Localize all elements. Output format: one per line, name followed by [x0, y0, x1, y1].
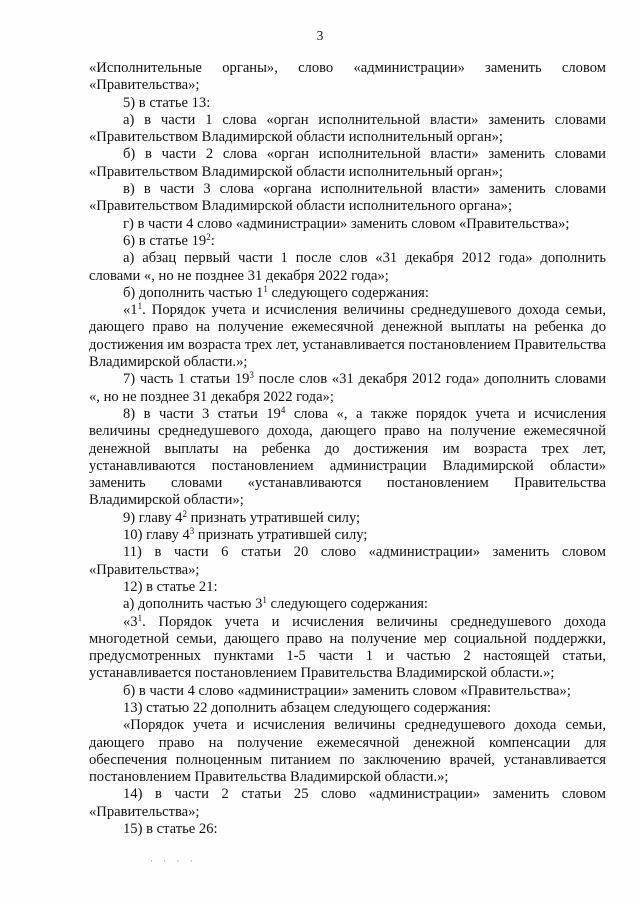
- paragraph: [89, 112, 606, 147]
- text-run: б) в части 2 слова «орган исполнительной власти» заменить словами «Правительством Владимирской области исполнительный орган»;: [89, 146, 606, 180]
- paragraph: [89, 371, 606, 406]
- superscript: 2: [182, 508, 187, 519]
- text-run: «3: [123, 613, 138, 630]
- paragraph: [89, 146, 606, 181]
- text-run: а) в части 1 слова «орган исполнительной власти» заменить словами «Правительством Владимирской области исполнительный орган»;: [89, 111, 606, 146]
- superscript: 1: [137, 612, 143, 623]
- paragraph: [89, 717, 606, 786]
- paragraph: [89, 527, 606, 544]
- paragraph: [89, 700, 606, 717]
- superscript: 1: [263, 283, 268, 294]
- text-run: 6) в статье 19: [123, 232, 207, 249]
- paragraph: [89, 821, 606, 838]
- paragraph: [89, 579, 606, 596]
- scan-specks: · · · ·: [150, 856, 197, 866]
- text-run: признать утратившей силу;: [194, 527, 368, 544]
- text-run: следующего содержания:: [266, 596, 428, 613]
- text-run: г) в части 4 слово «администрации» заменить словом «Правительства»;: [123, 215, 570, 232]
- text-run: «Порядок учета и исчисления величины среднедушевого дохода семьи, дающего право на получение ежемесячной денежной компенсации для обеспечения полноценным питанием по заключению врачей, устанавливается постановлением Правительства Владимирской области.»;: [89, 717, 606, 786]
- paragraph: [89, 510, 606, 527]
- text-run: 11) в части 6 статьи 20 слово «администрации» заменить словом «Правительства»;: [89, 544, 606, 578]
- text-run: 10) главу 4: [123, 527, 190, 544]
- page-number: 3: [316, 28, 324, 43]
- superscript: 4: [280, 404, 286, 415]
- paragraph: [89, 233, 606, 250]
- text-run: 15) в статье 26:: [123, 821, 218, 838]
- text-run: признать утратившей силу;: [186, 509, 361, 526]
- superscript: 3: [189, 526, 195, 537]
- superscript: 1: [137, 301, 143, 312]
- superscript: 1: [262, 595, 267, 606]
- text-run: 14) в части 2 статьи 25 слово «администрации» заменить словом «Правительства»;: [89, 786, 606, 820]
- paragraph: [89, 544, 606, 579]
- text-run: б) дополнить частью 1: [123, 284, 264, 301]
- text-run: следующего содержания:: [267, 284, 429, 301]
- paragraph: [89, 614, 606, 683]
- text-run: 13) статью 22 дополнить абзацем следующего содержания:: [123, 699, 492, 716]
- text-run: 9) главу 4: [123, 509, 183, 526]
- superscript: 3: [249, 370, 254, 381]
- paragraph: [89, 60, 606, 95]
- paragraph: [89, 250, 606, 285]
- text-run: слова «, а также порядок учета и исчисления величины среднедушевого дохода, дающего право на получение ежемесячной денежной выплаты на ребенка до достижения им возраста трех лет, устанавливаются постановлением администрации Владимирской области» заменить словами «устанавливаются постановлением Правительства Владимирской области»;: [89, 405, 606, 509]
- text-run: в) в части 3 слова «органа исполнительной власти» заменить словами «Правительством Владимирской области исполнительного органа»;: [89, 181, 606, 215]
- text-run: . Порядок учета и исчисления величины среднедушевого дохода семьи, дающего право на получение ежемесячной денежной выплаты на ребенка до достижения им возраста трех лет, устанавливается постановлением Правительства Владимирской области.»;: [89, 302, 606, 371]
- paragraph: [89, 683, 606, 700]
- superscript: 2: [206, 231, 211, 242]
- text-run: а) дополнить частью 3: [123, 596, 263, 613]
- paragraph: [89, 181, 606, 216]
- text-run: 7) часть 1 статьи 19: [123, 371, 250, 388]
- paragraph: [89, 95, 606, 112]
- text-run: «1: [123, 302, 138, 319]
- text-run: :: [210, 232, 215, 249]
- text-run: б) в части 4 слово «администрации» заменить словом «Правительства»;: [123, 682, 571, 699]
- text-run: 5) в статье 13:: [123, 94, 211, 111]
- text-run: 12) в статье 21:: [123, 578, 218, 595]
- text-run: 8) в части 3 статьи 19: [123, 405, 281, 422]
- text-run: . Порядок учета и исчисления величины среднедушевого дохода многодетной семьи, дающего право на получение мер социальной поддержки, предусмотренных пунктами 1-5 части 1 и частью 2 настоящей статьи, устанавливается постановлением Правительства Владимирской области.»;: [89, 613, 606, 682]
- paragraph: [89, 406, 606, 510]
- paragraph: [89, 285, 606, 302]
- document-body: [89, 60, 606, 838]
- text-run: а) абзац первый части 1 после слов «31 декабря 2012 года» дополнить словами «, но не позднее 31 декабря 2022 года»;: [89, 250, 606, 284]
- paragraph: [89, 596, 606, 613]
- text-run: после слов «31 декабря 2012 года» дополнить словами «, но не позднее 31 декабря 2022 года»;: [89, 371, 607, 405]
- paragraph: [89, 786, 606, 821]
- paragraph: [89, 216, 606, 233]
- text-run: «Исполнительные органы», слово «администрации» заменить словом «Правительства»;: [89, 60, 606, 94]
- paragraph: [89, 302, 606, 371]
